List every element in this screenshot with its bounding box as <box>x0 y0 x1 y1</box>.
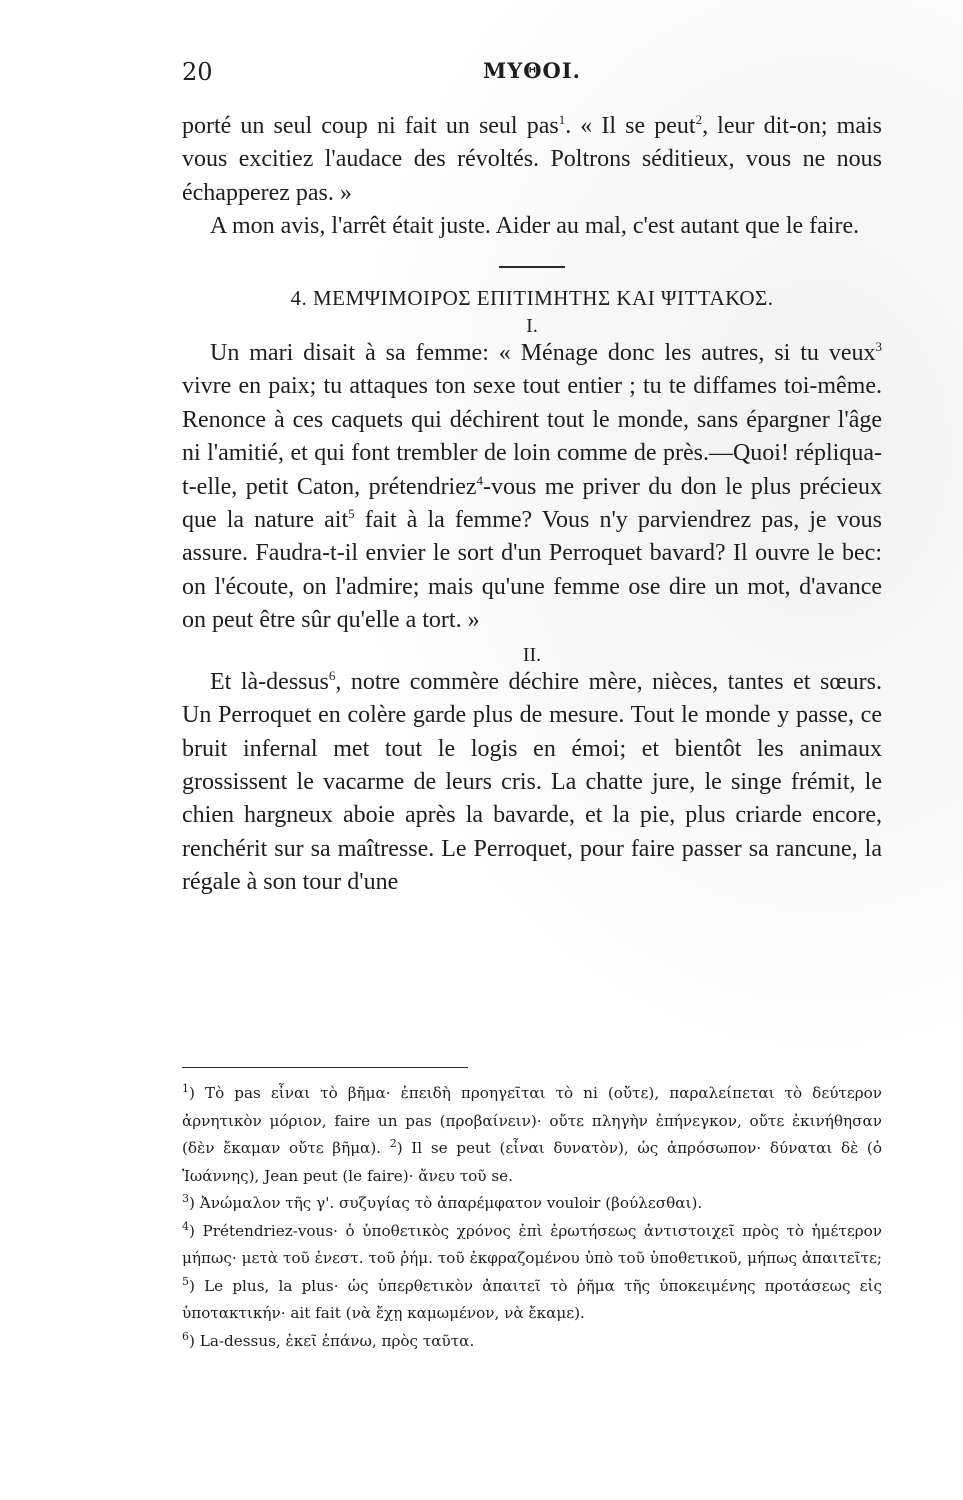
paragraph-moral: A mon avis, l'arrêt était juste. Aider au mal, c'est autant que le faire. <box>210 213 860 240</box>
footnote-ref: 6 <box>328 667 336 683</box>
footnote-ref: 4 <box>476 472 484 488</box>
section-divider <box>499 266 565 268</box>
footnote-rule <box>182 1067 468 1068</box>
footnote-ref: 3 <box>875 339 882 355</box>
fable-title: 4. ΜΕΜΨΙΜΟΙΡΟΣ ΕΠΙΤΙΜΗΤΗΣ ΚΑΙ ΨΙΤΤΑΚΟΣ. <box>290 285 774 310</box>
footnote-4: $^4$) Prétendriez-vous· ὁ ὑποθετικὸς χρόνος ἐπὶ ἐρωτήσεως ἀντιστοιχεῖ πρὸς τὸ ἡμέτερον μήπως· μετὰ τοῦ ἐνεστ. τοῦ ῥήμ. τοῦ ἐκφραζομένου ὑπὸ τοῦ ὑποθετικοῦ, μήπως ἀπαιτεῖτε; $^5$) Le plus, la plus· ὡς ὑπερθετικὸν ἀπαιτεῖ τὸ ῥῆμα τῆς ὑποκειμένης προτάσεως εἰς ὑποτακτικήν· ait fait (νὰ ἔχῃ καμωμένον, νὰ ἔκαμε). <box>182 1219 882 1322</box>
footnotes <box>182 1080 882 1355</box>
paragraph-part-1: Un mari disait à sa femme: « Ménage donc les autres, si tu veux$^3$ vivre en paix; tu attaques ton sexe tout entier ; tu te diffames toi-même. Renonce à ces caquets qui déchirent tout le monde, sans épargner l'âge ni l'amitié, et qui font trembler de loin comme de près.—Quoi! répliqua-t-elle, petit Caton, prétendriez$^4$-vous me priver du don le plus précieux que la nature ait$^5$ fait à la femme? Vous n'y parviendrez pas, je vous assure. Faudra-t-il envier le sort d'un Perroquet bavard? Il ouvre le bec: on l'écoute, on l'admire; mais qu'une femme ose dire un mot, d'avance on peut être sûr qu'elle a tort. » <box>182 339 882 634</box>
part-label-2: II. <box>522 643 542 666</box>
footnote-ref: 5 <box>348 506 355 522</box>
footnote-ref: 2 <box>695 112 703 127</box>
running-head <box>182 58 882 92</box>
footnote-6: $^6$) La-dessus, ἐκεῖ ἐπάνω, πρὸς ταῦτα. <box>182 1329 475 1350</box>
main-text <box>182 110 882 900</box>
running-title: ΜΥΘΟΙ. <box>483 58 581 83</box>
footnote-3: $^3$) Ἀνώμαλον τῆς γ'. συζυγίας τὸ ἀπαρέμφατον vouloir (βούλεσθαι). <box>182 1191 703 1212</box>
paragraph-part-2: Et là-dessus$^6$, notre commère déchire mère, nièces, tantes et sœurs. Un Perroquet en colère garde plus de mesure. Tout le monde y passe, ce bruit infernal met tout le logis en émoi; et bientôt les animaux grossissent le vacarme de leurs cris. La chatte jure, le singe frémit, le chien hargneux aboie après la bavarde, et la pie, plus criarde encore, renchérit sur sa maîtresse. Le Perroquet, pour faire passer sa rancune, la régale à son tour d'une <box>182 667 883 896</box>
paragraph-continued: porté un seul coup ni fait un seul pas$^1$. « Il se peut$^2$, leur dit-on; mais vous excitiez l'audace des révoltés. Poltrons séditieux, vous ne nous échapperez pas. » <box>182 112 882 206</box>
footnote-1: $^1$) Τὸ pas εἶναι τὸ βῆμα· ἐπειδὴ προηγεῖται τὸ ni (οὔτε), παραλείπεται τὸ δεύτερον ἀρνητικὸν μόριον, faire un pas (προβαίνειν)· οὔτε πληγὴν ἐπήνεγκον, οὔτε ἐκινήθησαν (δὲν ἔκαμαν οὔτε βῆμα). $^2$) Il se peut (εἶναι δυνατὸν), ὡς ἀπρόσωπον· δύναται δὲ (ὁ Ἰωάννης), Jean peut (le faire)· ἄνευ τοῦ se. <box>182 1081 882 1185</box>
page-number: 20 <box>182 58 213 86</box>
part-label-1: I. <box>526 315 538 338</box>
footnote-ref: 1 <box>558 112 566 127</box>
